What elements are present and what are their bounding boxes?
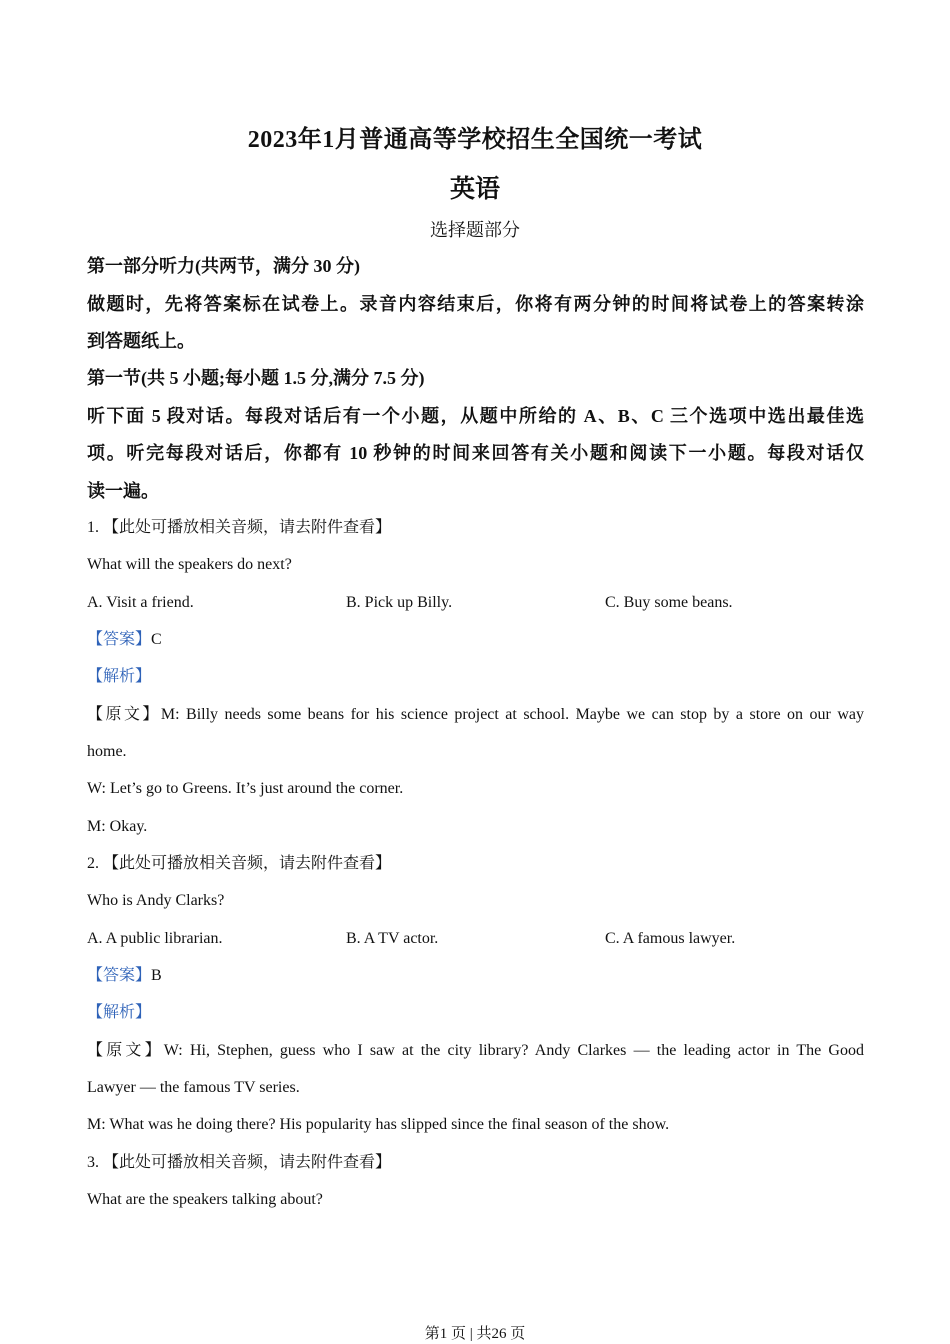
option-b: B. A TV actor. [346,930,439,947]
audio-placeholder-link[interactable]: 【此处可播放相关音频，请去附件查看】 [103,519,392,536]
subject-title: 英语 [449,176,500,203]
question-1-answer [87,628,864,652]
question-1-transcript-line2: home. [87,743,127,760]
question-2-transcript-line3: M: What was he doing there? His popularity has slipped since the final season of the show. [87,1116,670,1133]
option-c: C. A famous lawyer. [605,930,736,947]
transcript-text: M: Billy needs some beans for his science project at school. Maybe we can stop by a store on our way [160,706,864,723]
option-a: A. A public librarian. [87,930,223,947]
part1-heading: 第一部分听力(共两节，满分 30 分) [87,256,360,276]
section1-heading: 第一节(共 5 小题;每小题 1.5 分,满分 7.5 分) [87,368,425,388]
section1-instructions-line2: 项。听完每段对话后，你都有 10 秒钟的时间来回答有关小题和阅读下一小题。每段对话仅 [87,443,864,463]
section1-instructions-line1: 听下面 5 段对话。每段对话后有一个小题，从题中所给的 A、B、C 三个选项中选出最佳选 [87,406,864,426]
question-2-prompt: Who is Andy Clarks? [87,892,225,909]
question-2-header [87,852,864,876]
question-number: 3. [87,1154,99,1171]
question-1-analysis-tag: 【解析】 [87,668,152,685]
page-footer: 第1 页 | 共26 页 [424,1326,526,1342]
part1-instructions-line2: 到答题纸上。 [87,331,195,351]
option-c: C. Buy some beans. [605,594,733,611]
answer-value: C [151,631,162,648]
question-number: 2. [87,855,99,872]
answer-tag: 【答案】 [87,631,152,648]
question-1-header [87,516,864,540]
question-1-prompt: What will the speakers do next? [87,556,292,573]
question-1-transcript-line1 [87,703,864,727]
transcript-text: W: Hi, Stephen, guess who I saw at the city library? Andy Clarkes — the leading actor in The Good [163,1042,864,1059]
question-3-header [87,1151,864,1175]
audio-placeholder-link[interactable]: 【此处可播放相关音频，请去附件查看】 [103,1154,392,1171]
question-2-transcript-line1 [87,1039,864,1063]
section1-instructions-line3: 读一遍。 [87,481,159,501]
answer-tag: 【答案】 [87,967,152,984]
option-b: B. Pick up Billy. [346,594,453,611]
question-2-transcript-line2: Lawyer — the famous TV series. [87,1079,300,1096]
section-label: 选择题部分 [430,220,520,240]
question-3-prompt: What are the speakers talking about? [87,1191,323,1208]
exam-title: 2023年1月普通高等学校招生全国统一考试 [247,127,703,153]
original-tag: 【原文】 [87,706,161,723]
question-1-transcript-line4: M: Okay. [87,818,148,835]
question-1-transcript-line3: W: Let’s go to Greens. It’s just around the corner. [87,780,404,797]
question-number: 1. [87,519,99,536]
question-2-answer [87,964,864,988]
audio-placeholder-link[interactable]: 【此处可播放相关音频，请去附件查看】 [103,855,392,872]
option-a: A. Visit a friend. [87,594,194,611]
original-tag: 【原文】 [87,1042,164,1059]
question-2-analysis-tag: 【解析】 [87,1004,152,1021]
part1-instructions-line1: 做题时，先将答案标在试卷上。录音内容结束后，你将有两分钟的时间将试卷上的答案转涂 [87,294,864,314]
answer-value: B [151,967,162,984]
